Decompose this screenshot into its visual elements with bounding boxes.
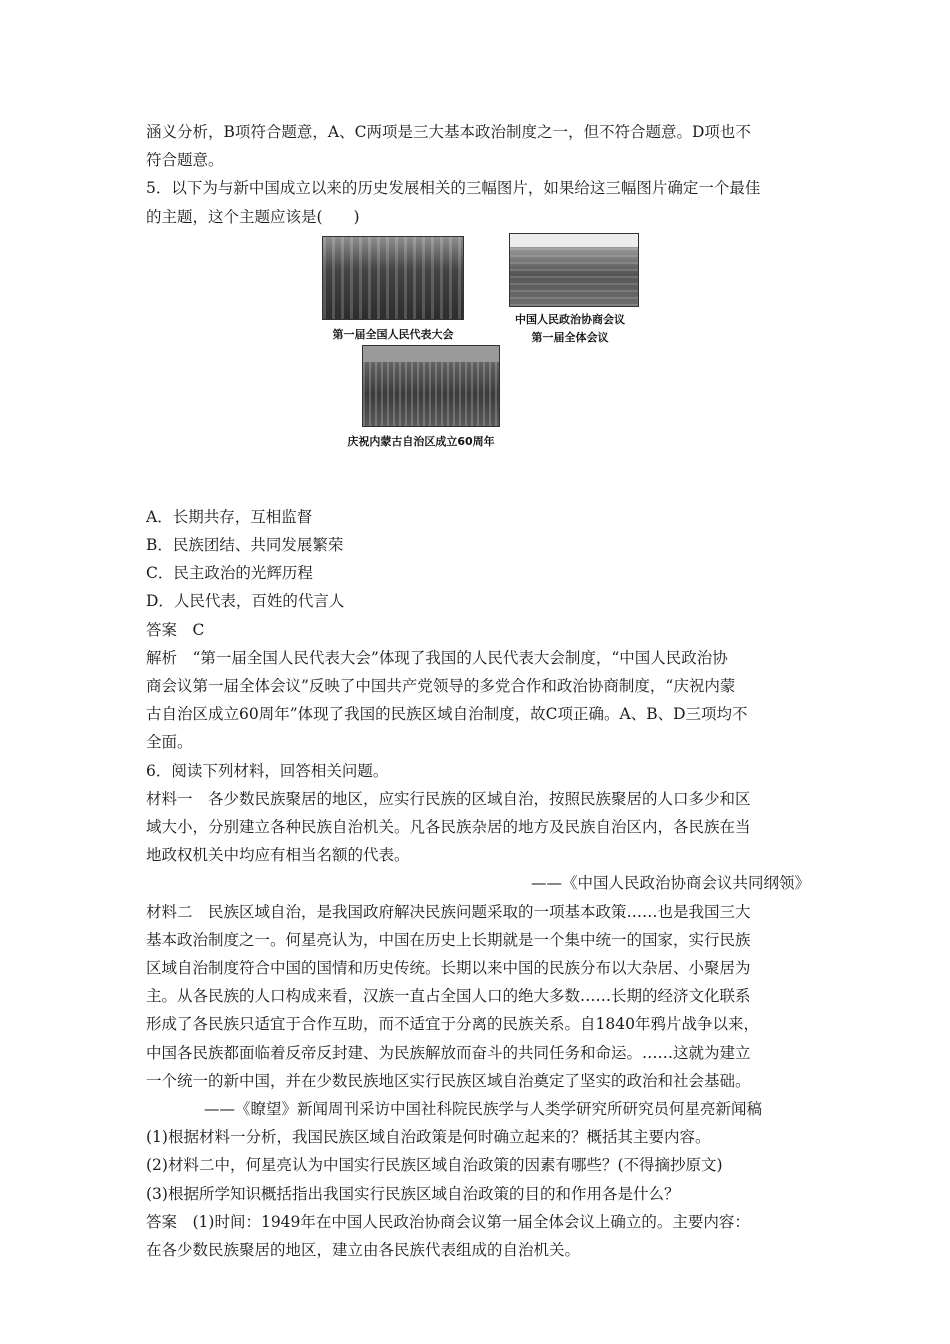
option-c: C．民主政治的光辉历程 xyxy=(146,564,313,583)
material-2: 形成了各民族只适宜于合作互助，而不适宜于分离的民族关系。自1840年鸦片战争以来， xyxy=(146,1015,759,1034)
photo-cppcc xyxy=(509,233,639,307)
figure-3 xyxy=(342,345,500,451)
analysis-5: 古自治区成立60周年”体现了我国的民族区域自治制度，故C项正确。A、B、D三项均不 xyxy=(146,705,748,724)
answer-6: 在各少数民族聚居的地区，建立由各民族代表组成的自治机关。 xyxy=(146,1241,581,1260)
material-2: 材料二 民族区域自治，是我国政府解决民族问题采取的一项基本政策……也是我国三大 xyxy=(146,902,751,921)
figure-1 xyxy=(322,236,464,344)
sub-question-3: (3)根据所学知识概括指出我国实行民族区域自治政策的目的和作用各是什么？ xyxy=(146,1184,680,1203)
figure-1-caption: 第一届全国人民代表大会 xyxy=(332,327,454,341)
sub-question-2: (2)材料二中，何星亮认为中国实行民族区域自治政策的因素有哪些？(不得摘抄原文) xyxy=(146,1156,723,1175)
analysis-5: 全面。 xyxy=(146,733,193,752)
text-line: 符合题意。 xyxy=(146,151,224,170)
option-a: A．长期共存，互相监督 xyxy=(146,507,313,526)
figure-2 xyxy=(501,233,639,347)
material-2: 主。从各民族的人口构成来看，汉族一直占全国人口的绝大多数……长期的经济文化联系 xyxy=(146,987,751,1006)
material-2: 基本政治制度之一。何星亮认为，中国在历史上长期就是一个集中统一的国家，实行民族 xyxy=(146,930,751,949)
figure-3-caption: 庆祝内蒙古自治区成立60周年 xyxy=(347,434,495,448)
analysis-5: 商会议第一届全体会议”反映了中国共产党领导的多党合作和政治协商制度，“庆祝内蒙 xyxy=(146,677,736,696)
analysis-5: 解析 “第一届全国人民代表大会”体现了我国的人民代表大会制度，“中国人民政治协 xyxy=(146,648,728,667)
document-page xyxy=(146,118,810,1264)
text-line: 涵义分析，B项符合题意，A、C两项是三大基本政治制度之一，但不符合题意。D项也不 xyxy=(146,123,751,141)
material-2: 中国各民族都面临着反帝反封建、为民族解放而奋斗的共同任务和命运。……这就为建立 xyxy=(146,1043,751,1062)
material-2: 区域自治制度符合中国的国情和历史传统。长期以来中国的民族分布以大杂居、小聚居为 xyxy=(146,959,751,978)
figure-group xyxy=(146,233,810,501)
question-6: 6．阅读下列材料，回答相关问题。 xyxy=(146,761,389,780)
photo-inner-mongolia xyxy=(362,345,500,427)
option-d: D．人民代表，百姓的代言人 xyxy=(146,592,345,611)
material-1: 域大小，分别建立各种民族自治机关。凡各民族杂居的地方及民族自治区内，各民族在当 xyxy=(146,818,751,837)
photo-npc xyxy=(322,236,464,320)
material-1: 材料一 各少数民族聚居的地区，应实行民族的区域自治，按照民族聚居的人口多少和区 xyxy=(146,789,751,808)
sub-question-1: (1)根据材料一分析，我国民族区域自治政策是何时确立起来的？概括其主要内容。 xyxy=(146,1128,711,1147)
question-5: 5．以下为与新中国成立以来的历史发展相关的三幅图片，如果给这三幅图片确定一个最佳 xyxy=(146,179,761,198)
figure-2-caption-line1: 中国人民政治协商会议 xyxy=(515,312,625,326)
material-2: 一个统一的新中国，并在少数民族地区实行民族区域自治奠定了坚实的政治和社会基础。 xyxy=(146,1071,751,1090)
figure-2-caption-line2: 第一届全体会议 xyxy=(531,330,609,344)
material-1-source: ——《中国人民政治协商会议共同纲领》 xyxy=(530,874,810,893)
answer-6: 答案 (1)时间：1949年在中国人民政治协商会议第一届全体会议上确立的。主要内容： xyxy=(146,1212,750,1231)
question-5-cont: 的主题，这个主题应该是( ) xyxy=(146,207,360,226)
material-2-source: ——《瞭望》新闻周刊采访中国社科院民族学与人类学研究所研究员何星亮新闻稿 xyxy=(204,1100,763,1119)
answer-5: 答案 C xyxy=(146,620,205,639)
material-1: 地政权机关中均应有相当名额的代表。 xyxy=(146,846,410,865)
option-b: B．民族团结、共同发展繁荣 xyxy=(146,536,344,555)
